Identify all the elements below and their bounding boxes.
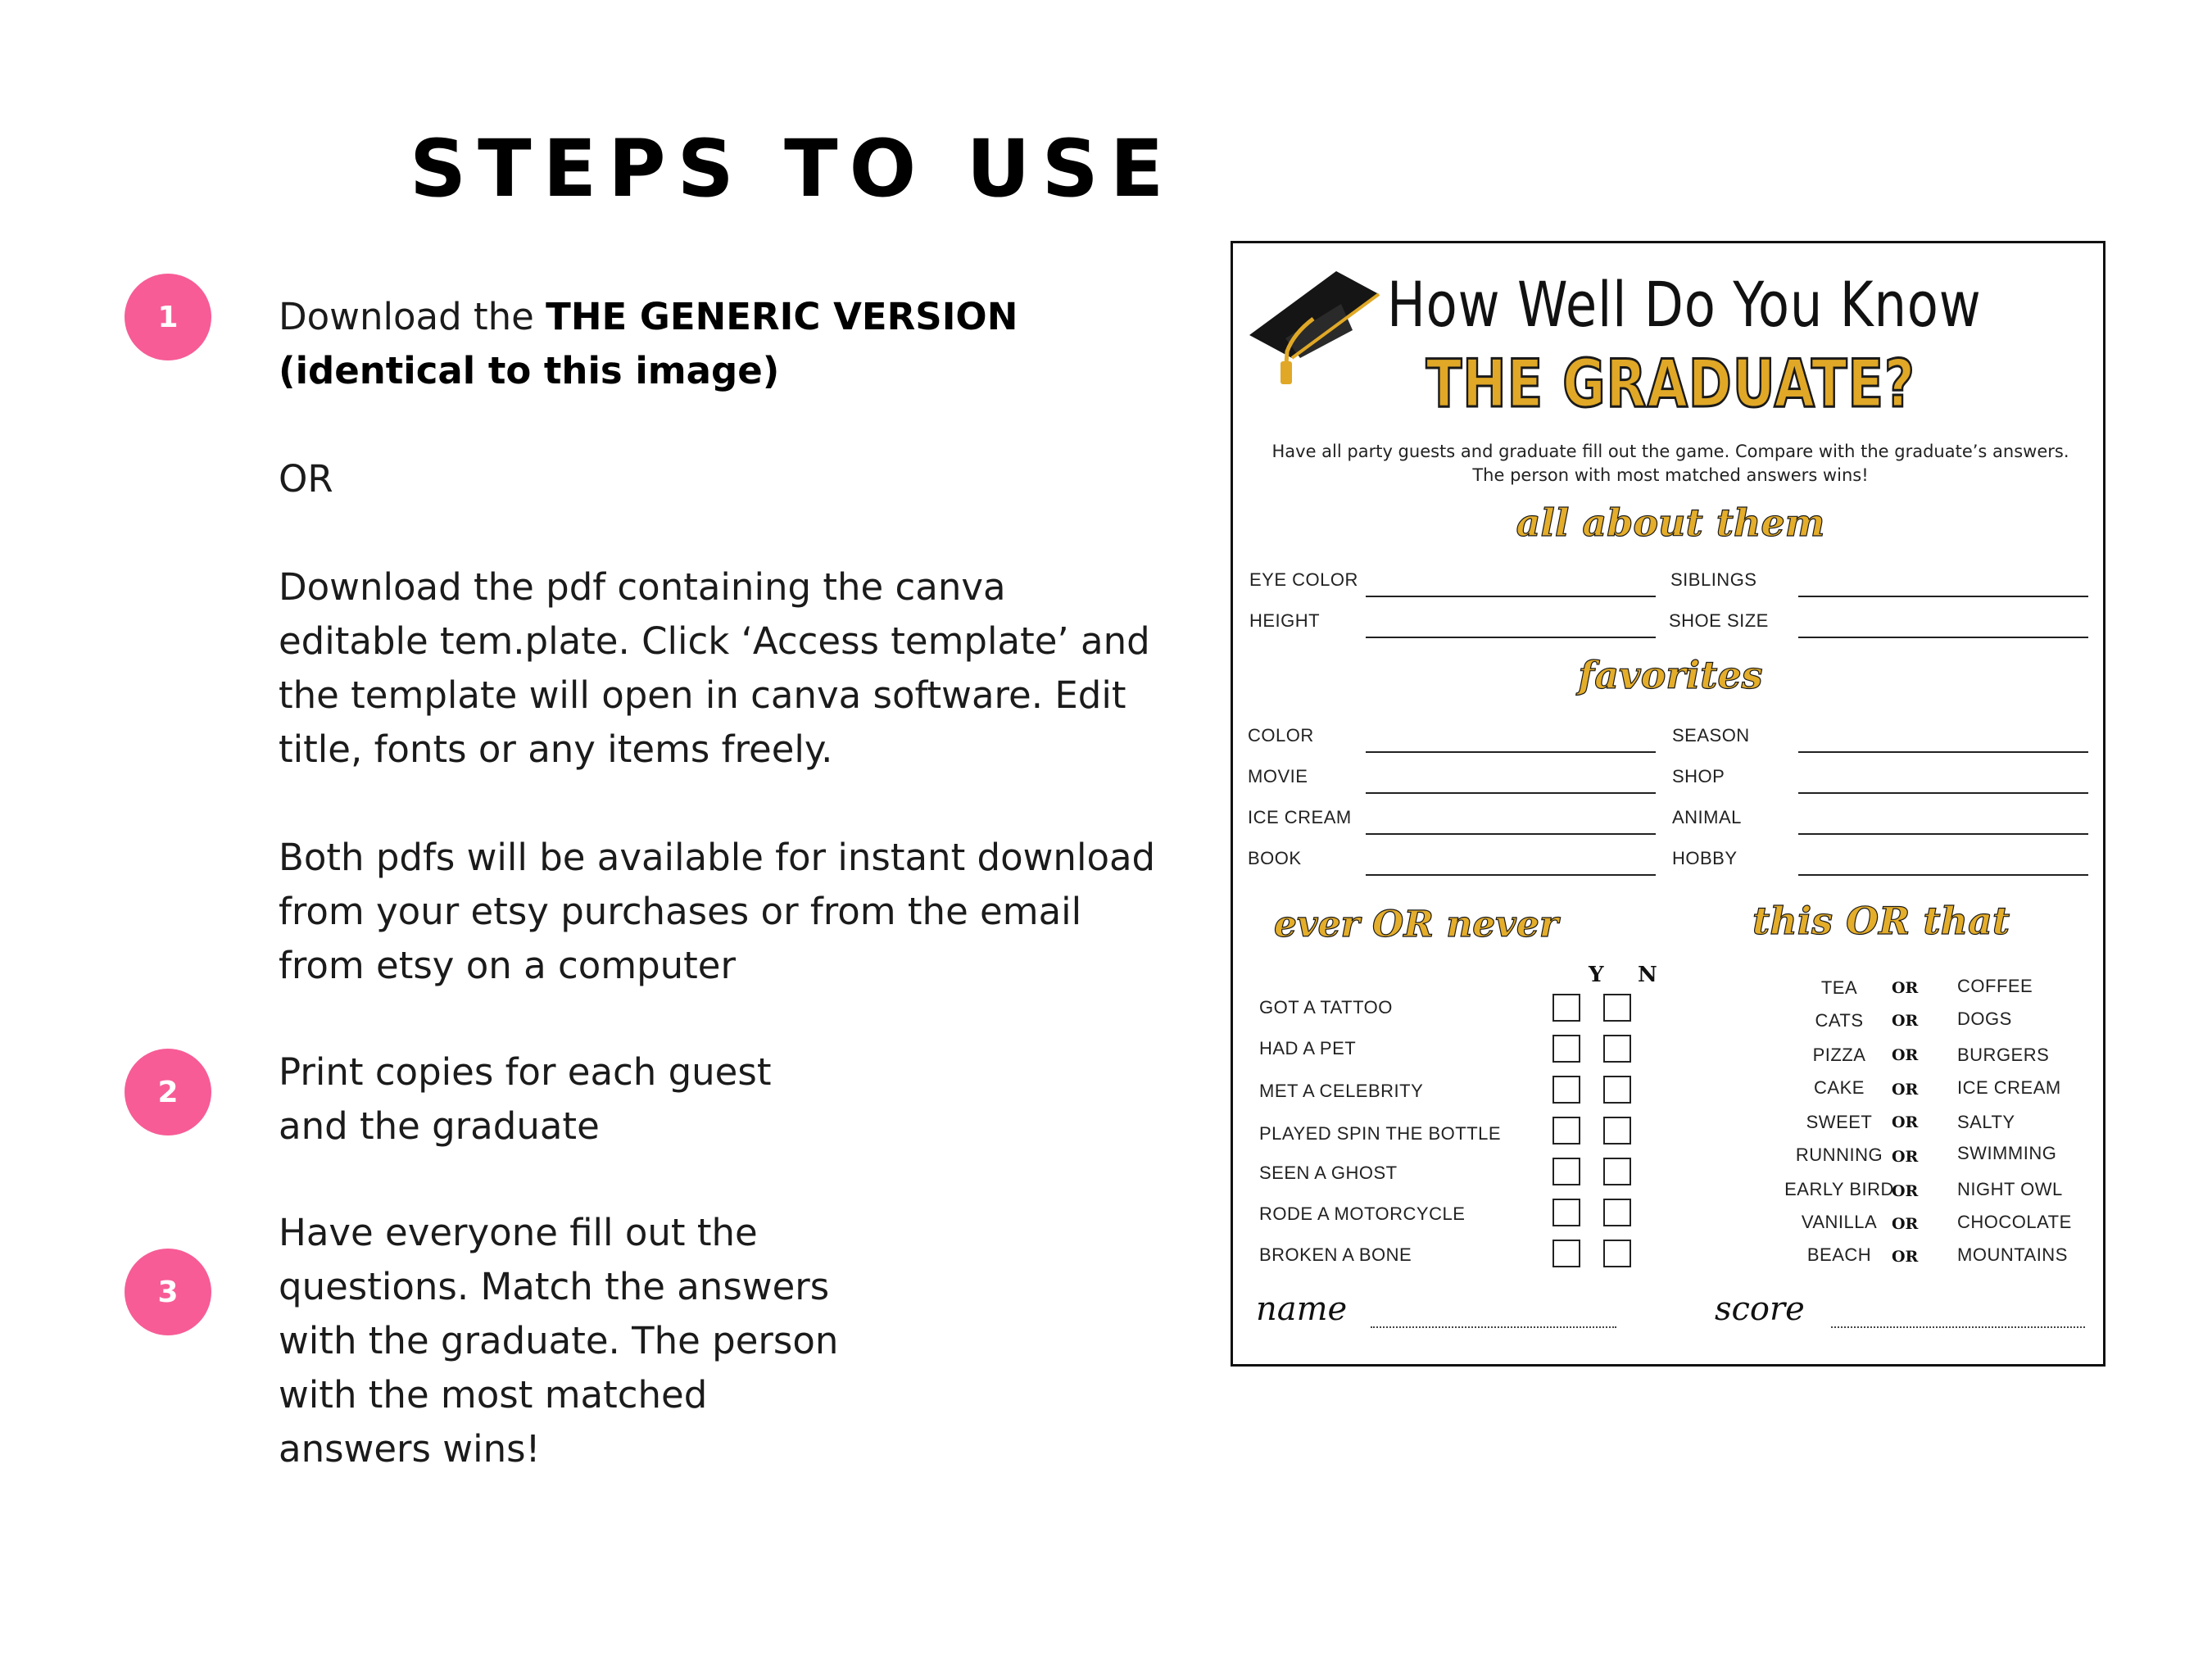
field-label: ICE CREAM bbox=[1248, 807, 1352, 827]
no-checkbox[interactable] bbox=[1603, 1035, 1631, 1063]
or-label: OR bbox=[1892, 1182, 1919, 1200]
or-label: OR bbox=[1892, 979, 1919, 997]
section-ever-or-never: ever OR never bbox=[1274, 904, 1558, 945]
section-this-or-that: this OR that bbox=[1752, 899, 2010, 943]
this-option: TEA bbox=[1820, 977, 1858, 998]
field-label: BOOK bbox=[1248, 848, 1302, 868]
step-3-badge: 3 bbox=[125, 1249, 211, 1335]
this-option: RUNNING bbox=[1795, 1145, 1883, 1165]
field-label: ANIMAL bbox=[1672, 807, 1742, 827]
field-label: COLOR bbox=[1248, 725, 1314, 746]
yes-checkbox[interactable] bbox=[1552, 1199, 1580, 1226]
yes-checkbox[interactable] bbox=[1552, 1076, 1580, 1104]
that-option: COFFEE bbox=[1957, 976, 2033, 996]
no-checkbox[interactable] bbox=[1603, 1076, 1631, 1104]
that-option: ICE CREAM bbox=[1957, 1077, 2061, 1098]
answer-line[interactable] bbox=[1366, 751, 1656, 753]
this-option: CAKE bbox=[1814, 1077, 1865, 1098]
field-label: SHOE SIZE bbox=[1669, 610, 1769, 631]
step-1-para2: Download the pdf containing the canva editable tem.plate. Click ‘Access template’ and the template will open in canva software. Edit title, fonts or any items freely. bbox=[279, 565, 1150, 771]
name-line[interactable] bbox=[1371, 1326, 1616, 1328]
step-1-badge: 1 bbox=[125, 274, 211, 360]
step-1-or: OR bbox=[279, 457, 333, 501]
answer-line[interactable] bbox=[1366, 637, 1656, 638]
answer-line[interactable] bbox=[1798, 874, 2088, 876]
that-option: NIGHT OWL bbox=[1957, 1179, 2063, 1199]
field-label: EYE COLOR bbox=[1249, 569, 1358, 590]
or-label: OR bbox=[1892, 1215, 1919, 1233]
step-2-text bbox=[279, 1045, 786, 1154]
section-all-about-them: all about them bbox=[1516, 501, 1825, 545]
step-2-badge: 2 bbox=[125, 1049, 211, 1135]
that-option: MOUNTAINS bbox=[1957, 1244, 2068, 1265]
score-line[interactable] bbox=[1831, 1326, 2085, 1328]
or-label: OR bbox=[1892, 1248, 1919, 1266]
that-option: CHOCOLATE bbox=[1957, 1212, 2072, 1232]
answer-line[interactable] bbox=[1798, 792, 2088, 794]
preview-title-line2 bbox=[1233, 346, 2108, 422]
step-2-para: Print copies for each guest and the graduate bbox=[279, 1050, 772, 1148]
answer-line[interactable] bbox=[1366, 792, 1656, 794]
answer-line[interactable] bbox=[1798, 637, 2088, 638]
answer-line[interactable] bbox=[1798, 596, 2088, 597]
page-title: STEPS TO USE bbox=[410, 123, 1176, 215]
answer-line[interactable] bbox=[1798, 751, 2088, 753]
name-label: name bbox=[1256, 1290, 1348, 1328]
this-option: EARLY BIRD bbox=[1784, 1179, 1894, 1199]
that-option: BURGERS bbox=[1957, 1045, 2050, 1065]
that-option: DOGS bbox=[1957, 1009, 2012, 1029]
field-label: HOBBY bbox=[1672, 848, 1738, 868]
answer-line[interactable] bbox=[1366, 833, 1656, 835]
field-label: SHOP bbox=[1672, 766, 1725, 786]
this-option: SWEET bbox=[1806, 1112, 1873, 1132]
or-label: OR bbox=[1892, 1081, 1919, 1099]
ever-item: RODE A MOTORCYCLE bbox=[1259, 1203, 1466, 1224]
step-1-lead: Download the bbox=[279, 295, 546, 338]
preview-title-text: THE GRADUATE? bbox=[1426, 346, 1915, 422]
field-label: MOVIE bbox=[1248, 766, 1308, 786]
ever-item: BROKEN A BONE bbox=[1259, 1244, 1412, 1265]
step-3-text bbox=[279, 1206, 852, 1476]
that-option: SALTY bbox=[1957, 1112, 2015, 1132]
step-1-bold: THE GENERIC VERSION (identical to this image) bbox=[279, 295, 1018, 392]
step-3-para: Have everyone fill out the questions. Match the answers with the graduate. The person with the most matched answers wins! bbox=[279, 1211, 839, 1471]
yes-checkbox[interactable] bbox=[1552, 994, 1580, 1022]
ever-item: HAD A PET bbox=[1259, 1038, 1357, 1058]
ever-item: SEEN A GHOST bbox=[1259, 1163, 1398, 1183]
yes-column-label: Y bbox=[1589, 963, 1604, 987]
no-checkbox[interactable] bbox=[1603, 1158, 1631, 1185]
this-option: BEACH bbox=[1806, 1244, 1872, 1265]
ever-item: PLAYED SPIN THE BOTTLE bbox=[1259, 1123, 1502, 1144]
section-favorites: favorites bbox=[1578, 653, 1763, 697]
that-option: SWIMMING bbox=[1957, 1143, 2057, 1163]
preview-instructions: Have all party guests and graduate fill out the game. Compare with the graduate’s answers. The person with most matched answers wins! bbox=[1271, 442, 2069, 485]
field-label: HEIGHT bbox=[1249, 610, 1321, 631]
this-option: PIZZA bbox=[1812, 1045, 1866, 1065]
this-option: CATS bbox=[1815, 1010, 1864, 1031]
no-checkbox[interactable] bbox=[1603, 1117, 1631, 1145]
printable-preview bbox=[1231, 241, 2105, 1367]
yes-checkbox[interactable] bbox=[1552, 1158, 1580, 1185]
this-option: VANILLA bbox=[1801, 1212, 1878, 1232]
answer-line[interactable] bbox=[1366, 596, 1656, 597]
or-label: OR bbox=[1892, 1148, 1919, 1166]
or-label: OR bbox=[1892, 1012, 1919, 1030]
field-label: SEASON bbox=[1672, 725, 1750, 746]
yes-checkbox[interactable] bbox=[1552, 1240, 1580, 1267]
preview-title-line1: How Well Do You Know bbox=[1387, 268, 1982, 341]
or-label: OR bbox=[1892, 1046, 1919, 1064]
yes-checkbox[interactable] bbox=[1552, 1117, 1580, 1145]
score-label: score bbox=[1715, 1290, 1805, 1328]
no-column-label: N bbox=[1638, 963, 1657, 987]
or-label: OR bbox=[1892, 1113, 1919, 1131]
no-checkbox[interactable] bbox=[1603, 1199, 1631, 1226]
step-1-para3: Both pdfs will be available for instant download from your etsy purchases or from the email from etsy on a computer bbox=[279, 836, 1156, 987]
ever-item: GOT A TATTOO bbox=[1259, 997, 1393, 1018]
field-label: SIBLINGS bbox=[1670, 569, 1757, 590]
no-checkbox[interactable] bbox=[1603, 994, 1631, 1022]
step-1-text bbox=[279, 290, 1163, 993]
yes-checkbox[interactable] bbox=[1552, 1035, 1580, 1063]
answer-line[interactable] bbox=[1798, 833, 2088, 835]
answer-line[interactable] bbox=[1366, 874, 1656, 876]
no-checkbox[interactable] bbox=[1603, 1240, 1631, 1267]
ever-item: MET A CELEBRITY bbox=[1259, 1081, 1424, 1101]
